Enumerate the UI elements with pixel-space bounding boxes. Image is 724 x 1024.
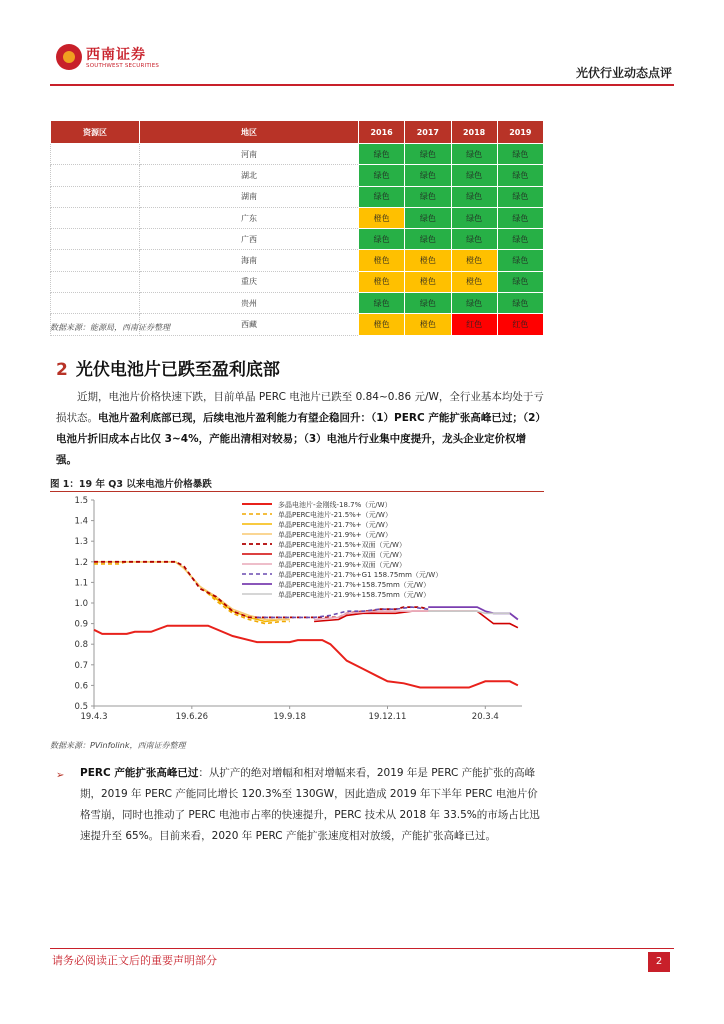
table-body <box>51 144 544 336</box>
col-header: 2017 <box>405 121 451 144</box>
resource-zone-cell <box>51 293 140 314</box>
table-header-row <box>51 121 544 144</box>
figure-title: 图 1：19 年 Q3 以来电池片价格暴跌 <box>50 479 212 490</box>
region-cell: 河南 <box>140 144 359 165</box>
section-title <box>56 355 280 380</box>
warning-color-cell: 绿色 <box>497 250 543 271</box>
warning-color-cell: 绿色 <box>497 144 543 165</box>
x-tick-label: 20.3.4 <box>471 712 499 722</box>
warning-color-cell: 绿色 <box>359 165 405 186</box>
warning-color-cell: 橙色 <box>405 314 451 335</box>
warning-color-cell: 橙色 <box>405 271 451 292</box>
intro-bold: 电池片盈利底部已现，后续电池片盈利能力有望企稳回升：（1）PERC 产能扩张高峰已过；（2）电池片折旧成本占比仅 3~4%，产能出清相对较易；（3）电池片行业集中度提升，龙头企业定价权增强。 <box>56 412 541 466</box>
col-header: 2019 <box>497 121 543 144</box>
series-line <box>94 562 290 622</box>
footer-divider <box>50 948 674 949</box>
bullet-text: ：从扩产的绝对增幅和相对增幅来看，2019 年是 PERC 产能扩张的高峰期，2019 年 PERC 产能同比增长 120.3%至 130GW，因此造成 2019 年下半年 PERC 电池片价格雪崩，同时也推动了 PERC 电池市占率的快速提升，PERC 技术从 2018 年 33.5%的市场占比迅速提升至 65%。目前来看，2020 年 PERC 产能扩张速度相对放缓，产能扩张高峰已过。 <box>80 767 540 842</box>
warning-color-cell: 绿色 <box>405 144 451 165</box>
region-cell: 湖南 <box>140 186 359 207</box>
table-row <box>51 165 544 186</box>
table-row <box>51 271 544 292</box>
legend-label: 单晶PERC电池片-21.7%+G1 158.75mm（元/W） <box>278 571 443 579</box>
figure-source: 数据来源：PVinfolink，西南证券整理 <box>50 741 186 750</box>
series-line <box>314 611 477 619</box>
y-tick-label: 0.8 <box>74 640 88 651</box>
warning-color-cell: 橙色 <box>451 250 497 271</box>
logo-icon <box>56 44 82 70</box>
legend-label: 单晶PERC电池片-21.7%+双面（元/W） <box>278 551 406 559</box>
y-tick-label: 1.5 <box>74 496 88 506</box>
x-tick-label: 19.6.26 <box>175 712 209 722</box>
intro-plain: 近期，电池片价格快速下跌，目前单晶 PERC 电池片已跌至 0.84~0.86 元/W，全行业基本均处于亏损状态。 <box>56 391 544 424</box>
warning-color-cell: 橙色 <box>359 250 405 271</box>
bullet-bold: PERC 产能扩张高峰已过 <box>80 767 199 779</box>
region-cell: 西藏 <box>140 314 359 335</box>
warning-color-cell: 绿色 <box>497 293 543 314</box>
table-row <box>51 293 544 314</box>
x-tick-label: 19.9.18 <box>273 712 306 722</box>
logo-subtitle: SOUTHWEST SECURITIES <box>86 63 160 69</box>
resource-zone-cell <box>51 229 140 250</box>
region-cell: 广东 <box>140 207 359 228</box>
warning-color-cell: 绿色 <box>405 165 451 186</box>
warning-color-cell: 绿色 <box>359 186 405 207</box>
warning-color-cell: 绿色 <box>497 229 543 250</box>
warning-color-cell: 橙色 <box>405 250 451 271</box>
col-header: 地区 <box>140 121 359 144</box>
series-line <box>94 562 290 624</box>
table-row <box>51 207 544 228</box>
y-tick-label: 1.2 <box>74 557 88 568</box>
x-tick-label: 19.4.3 <box>80 712 108 722</box>
warning-color-cell: 绿色 <box>405 186 451 207</box>
header-divider <box>50 84 674 86</box>
warning-color-cell: 绿色 <box>497 186 543 207</box>
warning-color-cell: 橙色 <box>359 271 405 292</box>
x-tick-label: 19.12.11 <box>368 712 407 722</box>
y-tick-label: 0.5 <box>74 702 88 712</box>
footer-disclaimer: 请务必阅读正文后的重要声明部分 <box>52 954 217 967</box>
warning-color-cell: 绿色 <box>405 293 451 314</box>
warning-color-cell: 绿色 <box>451 144 497 165</box>
section-title-text: 光伏电池片已跌至盈利底部 <box>75 360 280 380</box>
legend-label: 单晶PERC电池片-21.7%+158.75mm（元/W） <box>278 581 431 589</box>
legend-label: 单晶PERC电池片-21.7%+（元/W） <box>278 521 392 529</box>
resource-zone-cell <box>51 186 140 207</box>
table-row <box>51 144 544 165</box>
warning-color-cell: 绿色 <box>359 293 405 314</box>
warning-color-cell: 橙色 <box>359 207 405 228</box>
region-color-table <box>50 120 544 336</box>
y-tick-label: 0.7 <box>74 660 88 671</box>
region-cell: 贵州 <box>140 293 359 314</box>
bullet-paragraph <box>80 763 544 847</box>
warning-color-cell: 绿色 <box>359 144 405 165</box>
warning-color-cell: 绿色 <box>451 293 497 314</box>
legend-label: 单晶PERC电池片-21.9%+（元/W） <box>278 531 392 539</box>
series-line <box>94 562 290 620</box>
warning-color-cell: 绿色 <box>497 207 543 228</box>
region-cell: 重庆 <box>140 271 359 292</box>
warning-color-cell: 绿色 <box>497 165 543 186</box>
resource-zone-cell <box>51 250 140 271</box>
section-number: 2 <box>56 360 68 380</box>
warning-color-cell: 绿色 <box>451 207 497 228</box>
col-header: 资源区 <box>51 121 140 144</box>
y-tick-label: 0.6 <box>74 681 88 692</box>
y-tick-label: 1.4 <box>74 516 88 527</box>
y-tick-label: 1.3 <box>74 537 88 548</box>
col-header: 2018 <box>451 121 497 144</box>
series-line <box>94 626 518 688</box>
warning-color-cell: 绿色 <box>451 229 497 250</box>
warning-color-cell: 绿色 <box>497 271 543 292</box>
table-row <box>51 186 544 207</box>
intro-paragraph <box>56 387 544 471</box>
warning-color-cell: 橙色 <box>451 271 497 292</box>
y-tick-label: 1.0 <box>74 599 88 609</box>
warning-color-cell: 绿色 <box>451 186 497 207</box>
logo-name: 西南证券 <box>86 47 146 63</box>
chart-legend <box>242 500 442 599</box>
table-row <box>51 229 544 250</box>
warning-color-cell: 绿色 <box>451 165 497 186</box>
resource-zone-cell <box>51 271 140 292</box>
report-type: 光伏行业动态点评 <box>575 66 672 80</box>
resource-zone-cell <box>51 144 140 165</box>
page-number: 2 <box>648 952 670 972</box>
warning-color-cell: 绿色 <box>405 229 451 250</box>
warning-color-cell: 红色 <box>451 314 497 335</box>
legend-label: 单晶PERC电池片-21.5%+（元/W） <box>278 511 392 519</box>
warning-color-cell: 红色 <box>497 314 543 335</box>
legend-label: 单晶PERC电池片-21.9%+158.75mm（元/W） <box>278 591 431 599</box>
col-header: 2016 <box>359 121 405 144</box>
warning-color-cell: 绿色 <box>405 207 451 228</box>
series-line <box>428 611 510 613</box>
region-cell: 广西 <box>140 229 359 250</box>
y-tick-label: 0.9 <box>74 619 88 630</box>
legend-label: 单晶PERC电池片-21.5%+双面（元/W） <box>278 541 406 549</box>
warning-color-cell: 绿色 <box>359 229 405 250</box>
region-cell: 海南 <box>140 250 359 271</box>
resource-zone-cell <box>51 207 140 228</box>
region-cell: 湖北 <box>140 165 359 186</box>
legend-label: 多晶电池片-金刚线-18.7%（元/W） <box>278 501 392 509</box>
figure-title-rule <box>50 491 544 492</box>
resource-zone-cell <box>51 165 140 186</box>
bullet-arrow-icon: ➢ <box>56 770 65 781</box>
table-row <box>51 250 544 271</box>
legend-label: 单晶PERC电池片-21.9%+双面（元/W） <box>278 561 406 569</box>
price-line-chart <box>50 494 544 730</box>
y-tick-label: 1.1 <box>74 578 88 589</box>
table-source: 数据来源：能源局，西南证券整理 <box>50 323 170 332</box>
warning-color-cell: 橙色 <box>359 314 405 335</box>
